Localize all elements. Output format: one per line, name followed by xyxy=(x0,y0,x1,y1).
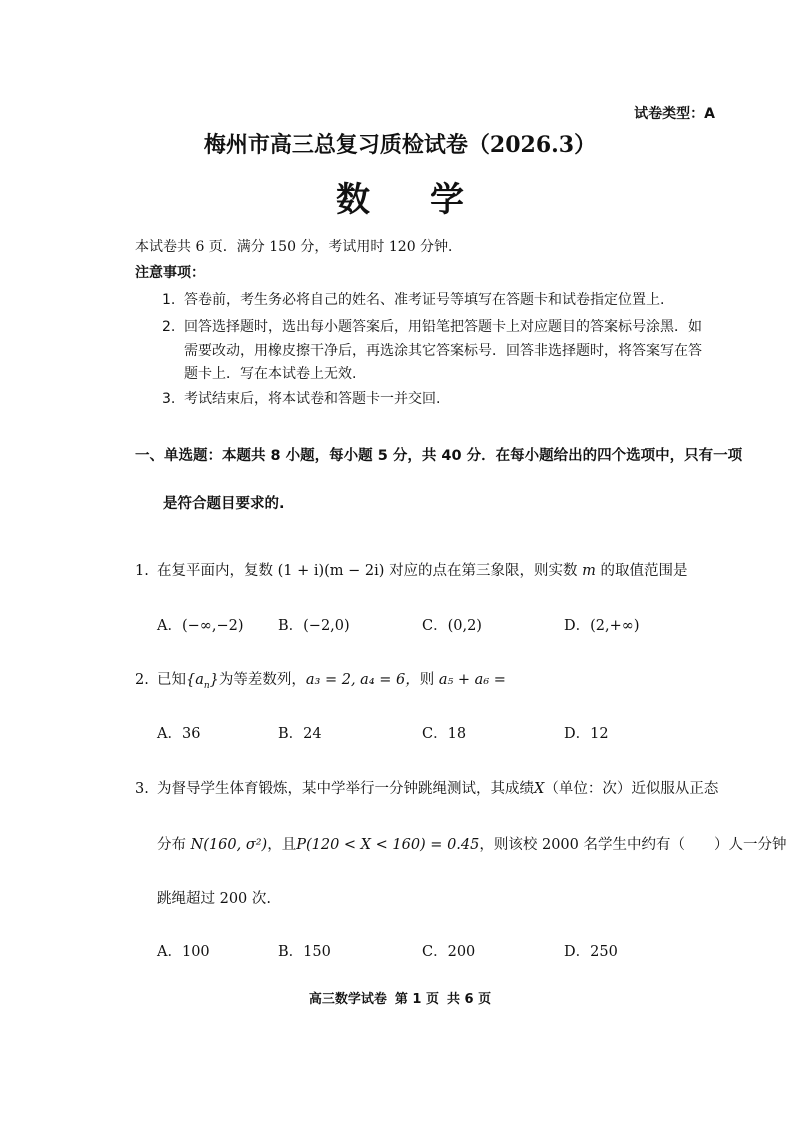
option-d: D．250 xyxy=(564,944,618,960)
stem-text: ，且 xyxy=(267,837,297,853)
option-b: B．(−2,0) xyxy=(278,618,350,634)
stem-text: 分布 xyxy=(157,837,186,853)
note-text: 回答选择题时，选出每小题答案后，用铅笔把答题卡上对应题目的答案标号涂黑．如 xyxy=(184,319,702,335)
stem-text: 在复平面内，复数 xyxy=(157,563,273,579)
question-3-stem-cont: 跳绳超过 200 次. xyxy=(157,891,272,907)
math-expr: (1 + i)(m − 2i) xyxy=(277,563,385,579)
note-number: 2. xyxy=(162,319,176,335)
paper-type-label: 试卷类型：A xyxy=(634,106,715,122)
math-sub: n xyxy=(203,680,210,691)
note-item-1 xyxy=(162,289,664,309)
question-2-stem xyxy=(135,668,506,691)
question-number: 2. xyxy=(135,672,149,688)
math-var: m xyxy=(582,563,596,579)
stem-text: 已知 xyxy=(157,672,186,688)
math-expr xyxy=(186,672,219,691)
note-number: 3. xyxy=(162,391,176,407)
option-c: C．18 xyxy=(422,726,467,742)
option-b: B．150 xyxy=(278,944,331,960)
option-a: A．(−∞,−2) xyxy=(157,618,244,634)
question-3-stem xyxy=(135,777,718,798)
note-item-3 xyxy=(162,388,440,408)
question-number: 1. xyxy=(135,563,149,579)
stem-text: 对应的点在第三象限，则实数 xyxy=(389,563,578,579)
option-c: C．(0,2) xyxy=(422,618,482,634)
option-a: A．36 xyxy=(157,726,201,742)
math-seq-close: } xyxy=(209,672,219,688)
question-3-stem-cont xyxy=(157,833,786,854)
page-title: 梅州市高三总复习质检试卷（2026.3） xyxy=(203,132,597,158)
stem-text: 的取值范围是 xyxy=(600,563,688,579)
note-text: 考试结束后，将本试卷和答题卡一并交回. xyxy=(184,391,441,407)
note-text-cont: 题卡上．写在本试卷上无效. xyxy=(184,366,357,382)
option-d: D．(2,+∞) xyxy=(564,618,640,634)
footer-total-pages: 共 6 页 xyxy=(447,992,492,1007)
math-var: X xyxy=(534,781,545,797)
intro-text: 本试卷共 6 页．满分 150 分，考试用时 120 分钟． xyxy=(135,239,463,255)
stem-text: ，则该校 2000 名学生中约有（ ）人一分钟 xyxy=(479,837,787,853)
option-b: B．24 xyxy=(278,726,322,742)
note-text-cont: 需要改动，用橡皮擦干净后，再选涂其它答案标号．回答非选择题时，将答案写在答 xyxy=(184,343,702,359)
stem-text: 为等差数列， xyxy=(218,672,306,688)
option-a: A．100 xyxy=(157,944,210,960)
question-1-stem xyxy=(135,559,688,580)
math-expr: a₃ = 2, a₄ = 6， xyxy=(305,672,420,688)
math-seq: {a xyxy=(186,672,204,688)
stem-text: （单位：次）近似服从正态 xyxy=(544,781,719,797)
note-item-2 xyxy=(162,316,702,336)
option-c: C．200 xyxy=(422,944,476,960)
section-heading: 一、单选题：本题共 8 小题，每小题 5 分，共 40 分．在每小题给出的四个选项中，只有一项 xyxy=(135,448,743,464)
question-number: 3. xyxy=(135,781,149,797)
footer-paper-name: 高三数学试卷 xyxy=(308,992,387,1007)
option-d: D．12 xyxy=(564,726,609,742)
stem-text: 则 xyxy=(419,672,435,688)
math-expr: P(120 < X < 160) = 0.45 xyxy=(296,837,480,853)
note-number: 1. xyxy=(162,292,176,308)
notes-heading: 注意事项： xyxy=(135,265,205,281)
page-footer xyxy=(0,988,800,1007)
stem-text: 为督导学生体育锻炼，某中学举行一分钟跳绳测试，其成绩 xyxy=(157,781,534,797)
section-heading-cont: 是符合题目要求的. xyxy=(163,496,285,512)
math-expr: a₅ + a₆ = xyxy=(438,672,506,688)
math-expr: N(160, σ²) xyxy=(190,837,268,853)
note-text: 答卷前，考生务必将自己的姓名、准考证号等填写在答题卡和试卷指定位置上. xyxy=(184,292,665,308)
footer-page-number: 第 1 页 xyxy=(394,992,439,1007)
subject-heading: 数学 xyxy=(336,180,524,220)
